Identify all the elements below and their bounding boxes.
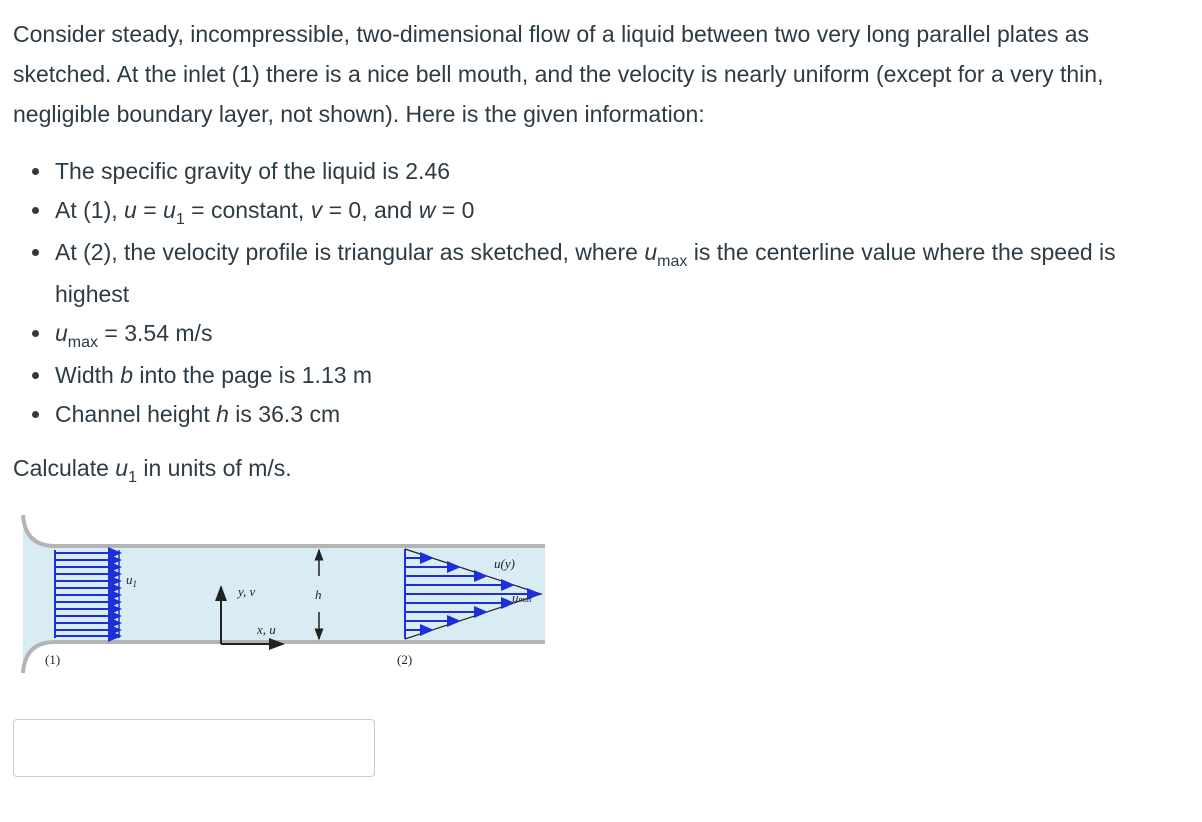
label-h: h (315, 587, 322, 602)
given-umax: • $u_{max} = 3.54$ m/s (53, 314, 1193, 356)
label-u-of-y: u(y) (494, 556, 515, 571)
given-outlet-profile: • At (2), the velocity profile is triangular as sketched, where $u_{max}$ is the centerline value where the speed is highest (53, 233, 1193, 314)
answer-input[interactable] (13, 719, 375, 777)
question-prompt: Calculate $u_1$ in units of m/s. (13, 455, 292, 486)
given-channel-height: • Channel height h is 36.3 cm (53, 395, 1193, 434)
label-u1: $u_1$ (126, 572, 137, 589)
label-inlet: (1) (45, 652, 61, 667)
given-info-list (13, 152, 1193, 434)
given-width: • Width b into the page is 1.13 m (53, 356, 1193, 395)
label-outlet: (2) (397, 652, 413, 667)
question-intro: Consider steady, incompressible, two-dimensional flow of a liquid between two very long parallel plates as sketched. At the inlet (1) there is a nice bell mouth, and the velocity is nearly uniform (except for a very thin, negligible boundary layer, not shown). Here is the given information: (13, 21, 1104, 127)
label-umax: umax (512, 590, 532, 605)
channel-flow-diagram (15, 512, 550, 677)
lower-wall (23, 642, 545, 673)
question-text (13, 14, 1193, 492)
label-y-v: y, v (238, 584, 256, 599)
label-x-u: x, u (257, 622, 276, 637)
upper-wall (23, 515, 545, 546)
given-inlet-conditions: • At (1), $u = u_1$ = constant, v = 0, and w = 0 (53, 191, 1193, 233)
given-specific-gravity: • The specific gravity of the liquid is 2.46 (53, 152, 1193, 191)
